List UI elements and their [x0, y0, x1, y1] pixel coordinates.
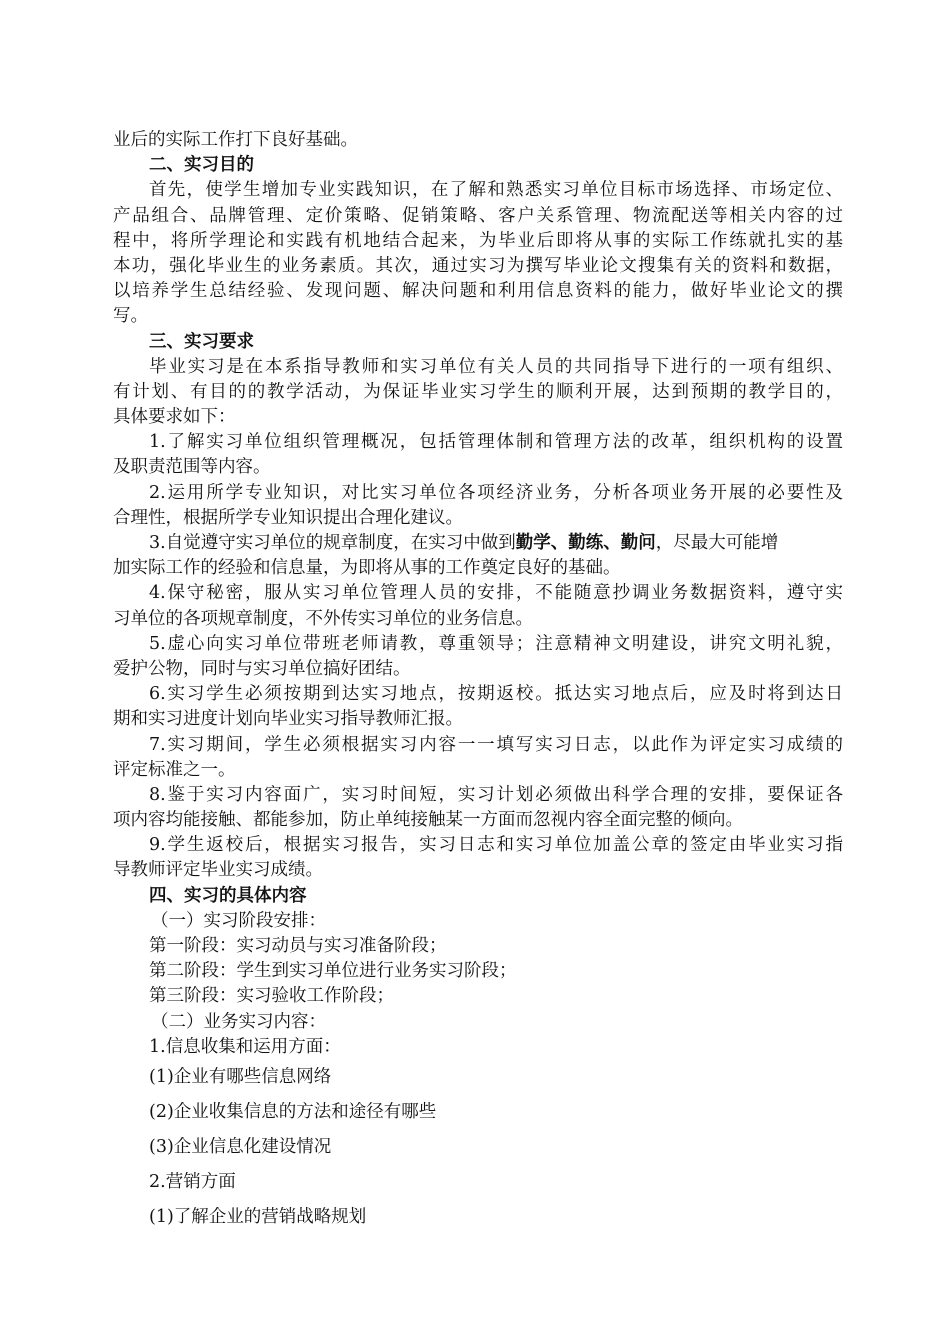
section-2-heading: 二、实习目的 [149, 155, 254, 176]
s2-line-4: 本功，强化毕业生的业务素质。其次，通过实习为撰写毕业论文搜集有关的资料和数据， [113, 255, 843, 276]
req-2-line-1: 2.运用所学专业知识，对比实习单位各项经济业务，分析各项业务开展的必要性及 [149, 482, 843, 503]
s3-line-2: 有计划、有目的的教学活动，为保证毕业实习学生的顺利开展，达到预期的教学目的， [113, 381, 843, 402]
req-9-line-1: 9.学生返校后，根据实习报告，实习日志和实习单位加盖公章的签定由毕业实习指 [149, 835, 843, 856]
req-3-line-2: 加实际工作的经验和信息量，为即将从事的工作奠定良好的基础。 [113, 558, 621, 579]
req-1-line-1: 1.了解实习单位组织管理概况，包括管理体制和管理方法的改革，组织机构的设置 [149, 432, 843, 453]
req-4-line-2: 习单位的各项规章制度，不外传实习单位的业务信息。 [113, 608, 533, 629]
s3-line-1: 毕业实习是在本系指导教师和实习单位有关人员的共同指导下进行的一项有组织、 [149, 356, 843, 377]
req-6-line-1: 6.实习学生必须按期到达实习地点，按期返校。抵达实习地点后，应及时将到达日 [149, 684, 843, 705]
s4-subheading-1: （一）实习阶段安排： [151, 910, 326, 931]
stage-2: 第二阶段：学生到实习单位进行业务实习阶段； [149, 961, 517, 982]
content-1-item-1: (1)企业有哪些信息网络 [149, 1066, 332, 1087]
stage-1: 第一阶段：实习动员与实习准备阶段； [149, 936, 447, 956]
s2-line-2: 产品组合、品牌管理、定价策略、促销策略、客户关系管理、物流配送等相关内容的过 [113, 205, 843, 226]
req-5-line-2: 爱护公物，同时与实习单位搞好团结。 [113, 658, 411, 679]
content-2-item-1: (1)了解企业的营销战略规划 [149, 1206, 367, 1227]
document-body [113, 128, 843, 1235]
stage-3: 第三阶段：实习验收工作阶段； [149, 986, 394, 1007]
s2-line-5: 以培养学生总结经验、发现问题、解决问题和利用信息资料的能力，做好毕业论文的撰 [113, 281, 843, 302]
req-3-text-a: 3.自觉遵守实习单位的规章制度，在实习中做到 [149, 533, 516, 553]
content-1-item-2: (2)企业收集信息的方法和途径有哪些 [149, 1101, 437, 1122]
req-4-line-1: 4.保守秘密，服从实习单位管理人员的安排，不能随意抄调业务数据资料，遵守实 [149, 583, 843, 604]
s3-line-3: 具体要求如下： [113, 407, 236, 428]
s2-line-3: 程中，将所学理论和实践有机地结合起来，为毕业后即将从事的实际工作练就扎实的基 [113, 230, 843, 251]
req-5-line-1: 5.虚心向实习单位带班老师请教，尊重领导；注意精神文明建设，讲究文明礼貌， [149, 633, 843, 654]
req-8-line-2: 项内容均能接触、都能参加，防止单纯接触某一方面而忽视内容全面完整的倾向。 [113, 810, 743, 831]
s2-line-6: 写。 [113, 306, 148, 327]
req-7-line-1: 7.实习期间，学生必须根据实习内容一一填写实习日志，以此作为评定实习成绩的 [149, 734, 843, 755]
req-2-line-2: 合理性，根据所学专业知识提出合理化建议。 [113, 507, 463, 528]
req-3-line-1 [113, 531, 843, 556]
section-4-heading: 四、实习的具体内容 [149, 885, 307, 906]
req-9-line-2: 导教师评定毕业实习成绩。 [113, 860, 323, 881]
req-8-line-1: 8.鉴于实习内容面广，实习时间短，实习计划必须做出科学合理的安排，要保证各 [149, 784, 843, 805]
content-1-item-3: (3)企业信息化建设情况 [149, 1136, 332, 1157]
intro-tail-text: 业后的实际工作打下良好基础。 [113, 130, 358, 150]
req-1-line-2: 及职责范围等内容。 [113, 457, 271, 478]
req-3-emphasis: 勤学、勤练、勤问 [515, 533, 656, 553]
s4-subheading-2: （二）业务实习内容： [151, 1011, 326, 1032]
req-7-line-2: 评定标准之一。 [113, 759, 236, 780]
section-3-heading: 三、实习要求 [149, 331, 254, 352]
s2-line-1: 首先，使学生增加专业实践知识，在了解和熟悉实习单位目标市场选择、市场定位、 [149, 180, 843, 201]
content-1-heading: 1.信息收集和运用方面： [149, 1036, 341, 1057]
content-2-heading: 2.营销方面 [149, 1171, 236, 1192]
req-6-line-2: 期和实习进度计划向毕业实习指导教师汇报。 [113, 709, 463, 730]
req-3-text-b: ，尽最大可能增 [655, 533, 779, 553]
